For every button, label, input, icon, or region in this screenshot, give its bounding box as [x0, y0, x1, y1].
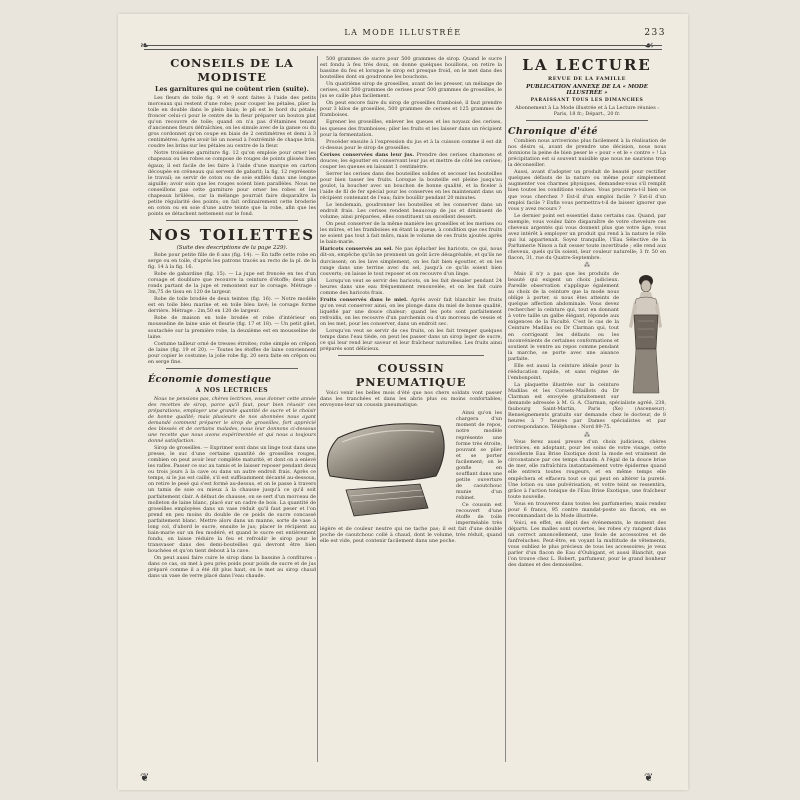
- asterism-icon: ⁂: [584, 432, 590, 440]
- page-header: [118, 28, 688, 40]
- publication-title: LA MODE ILLUSTRÉE: [344, 28, 462, 37]
- paragraph: Serrer les cerises dans des bouteilles solides et secouer les bouteilles pour bien tasser les fruits. Lorsque la bouteille est pleine jusqu'au goulot, la boucher avec un bouchon de bonne qualité, et la ficeler à l'aide de fil de fer spécial pour les conserves en les maintenant dans un récipient contenant de l'eau; faire bouillir pendant 20 minutes.: [320, 170, 502, 202]
- paragraph: Aussi, avant d'adopter un produit de beauté pour rectifier quelques défauts de la nature ou même pour simplement augmenter vos charmes physiques, demandez-vous s'il remplit bien toutes les conditions voulues. Vous procurera-t-il bien ce que vous cherchez ? Est-il d'un emploi facile ? Est-il d'un emploi facile ? Enfin vous permettra-t-il de laisser ignorer que vous y avez recours ?: [508, 169, 666, 212]
- paragraph: Ainsi qu'on les chargera d'un moment de repos, notre modèle représente une forme très étroite, pouvant se plier et se porter facilement; on le gonfle en soufflant dans une petite ouverture de caoutchouc munie d'un robinet.: [456, 410, 502, 501]
- cushion-figure: [320, 410, 502, 544]
- paragraph: [320, 152, 502, 170]
- section-title-lecture: LA LECTURE: [522, 56, 652, 74]
- column-right: [508, 56, 666, 766]
- paragraph: Robe de maison en toile brodée et robe d'intérieur en mousseline de laine unie et fleurie (fig. 17 et 18). — Un petit gilet, soutachée sur la première robe, la deuxième est en mousseline de laine.: [148, 315, 316, 340]
- section-title-chronique: Chronique d'été: [508, 126, 598, 138]
- recipe-title: Cerises conservées dans leur jus.: [320, 151, 415, 158]
- paragraph: Nous ne pensions pas, chères lectrices, vous donner cette année des recettes de sirop, parce qu'il faut, pour bien réussir ces préparations, employer une grande quantité de sucre et le choisir de bonne qualité; mais plusieurs de nos abonnées nous ayant demandé comment préparer le sirop de groseilles, fort apprécié des blessés et de certains malades, nous leur donnons ci-dessous une recette que nous avons expérimentée et qui nous a toujours donné satisfaction.: [148, 395, 316, 445]
- paragraph: Robe pour petite fille de 6 ans (fig. 14). — En taffe cette robe en serge ou en toile, d'après les patrons tracés au recto de la pl. de la fig. 14 à la fig. 16.: [148, 251, 316, 271]
- corset-figure: [508, 271, 666, 430]
- paragraph: Vous ferez aussi preuve d'un choix judicieux, chères lectrices, en adoptant, pour les soins de votre visage, cette excellente Eau Brise Exotique dont la mode est vraiment de circonstance par ces temps chauds. A l'égal de la douce brise de mer, elle rafraîchira instantanément votre épiderme quand elle entrera toutes rougeurs, et en même temps elle empêchera et effacera tout ce qui peut en altérer la pureté. Une lotion ou une pulvérisation, et votre teint se ressentira, grâce à l'action tonique de l'Eau Brise Exotique, une fraîcheur toute nouvelle.: [508, 439, 666, 500]
- column-left: [148, 56, 316, 766]
- lecture-frequency: PARAISSANT TOUS LES DIMANCHES: [530, 98, 644, 103]
- section-subtitle: (Suite des descriptions de la page 229).: [176, 244, 288, 251]
- recipe-text: Après avoir fait blanchir les fruits qu'on veut conserver ainsi, on les plonge dans du miel de bonne qualité, liquéfié par une douce chaleur; quand les pots sont parfaitement refroidis, on les recouvre d'un parchemin ou d'un morceau de vessie et on les met, pour les conserver, dans un endroit sec.: [320, 296, 502, 327]
- paragraph: Lorsqu'on veut se servir de ces fruits, on les fait tremper quelques temps dans l'eau tiède, on peut les passer dans un sirop leger de sucre, ce qui leur rend leur saveur et leur fraîcheur naturelles. Les fruits ainsi préparés sont délicieux.: [320, 328, 502, 353]
- paragraph: Combien nous arriverions plus facilement à la réalisation de nos désirs si, avant de prendre une décision, nous nous donnions la peine de bien peser le « pour » et le « contre » ! La précipitation est si souvent nuisible que nous ne saurions trop la déconseiller.: [508, 138, 666, 169]
- asterism-icon: ⁂: [584, 262, 590, 270]
- paragraph: Voici, en effet, en dépit des événements, le moment des départs. Les malles sont ouvertes, les robes s'y rangent dans un correct amoncellement, une foule de accessoires et de fanfreluches. Peut-être, en voyant la multitude de vêtements, vous oubliez le plus précieux de tous les accessoires; je veux parler d'un flacon de Eau d'Oubigant, et aussi Blanchit, que l'on trouve chez L. Robert, parfumeur, pour le grand bonheur des dames et des demoiselles.: [508, 519, 666, 569]
- recipe-text: Prendre des cerises chamones et douces; les égoutter en conservant leur jus et mettre de côté les cerises; couper les queues en laissant 1 centimètre.: [320, 151, 502, 170]
- paragraph: [320, 246, 502, 276]
- paragraph: [320, 297, 502, 327]
- paragraph: Vous en trouverez dans toutes les parfumeries; mais rendez pour 6 francs, 95 contre mandat-poste au flacon, en se recommandant de la Mode illustrée.: [508, 500, 666, 519]
- recipe-text: Ne pas éplucher les haricots, ce qui, nous dit-on, empêche qu'ils ne prennent un goût âcre désagréable, et qu'ils ne durcissent; on les lave simplement, on les fait bien égoutter, et on les range dans une terrine avec du sel, jusqu'à ce qu'ils soient bien couverts; on laisse le tout reposer et on recouvre d'un linge.: [320, 246, 502, 277]
- section-rule: [526, 120, 648, 123]
- section-title-toilettes: NOS TOILETTES: [148, 225, 316, 244]
- page-number: 233: [644, 28, 666, 38]
- article-economie-intro: [148, 396, 316, 444]
- column-middle: [320, 56, 502, 766]
- paragraph: Costume tailleur orné de tresses étroites; robe simple en crêpon de laine (fig. 19 et 20). — Toutes les étoffes de laine conviennent pour copier le costume; la jolie robe fig. 20 sera faite en crêpon ou en serge fine.: [148, 340, 316, 365]
- paragraph: 500 grammes de sucre pour 500 grammes de sirop. Quand le sucre est fondu à feu très doux, on donne quelques bouillons, on retire la bassine du feu et lorsque le sirop est presque froid, on le met dans des bouteilles dont on goudronne les bouchons.: [320, 56, 502, 81]
- paragraph: Sirop de groseilles. — Exprimer sont dans un linge tout dans une presse, le suc d'une certaine quantité de groseilles rouges, combien on peut avoir leur complète maturité, et dont on a enlevé les rafles. Passer ce suc au tamis et le laisser reposer pendant deux ou trois jours à la cave ou dans un autre endroit frais. Après ce temps, si le jus est caillé, s'il est suffisamment décanté au-dessous, on retire le pesé qui s'est formé au-dessus, et on le passe à travers un tamis de soie ou mieux à la chausse jusqu'à ce qu'il soit parfaitement clair. A défaut de chausse, on se sert d'un morceau de molleton de laine blanc, placé sur un cadre de bois. La quantité de groseilles employées dans un vase réduit qu'il faut peser et l'on prend en peu moins du double de ce poids de sucre concassé parfaitement blanc. Mettre alors dans un manne, sorte de vase à long col, d'abord le sucre, ensuite le jus; placer le récipient au bain-marie sur un feu modéré, et quand le sucre est entièrement fondu, on laisse réduire la feu et refroidir le sirop pour le transvaser dans des demi-bouteilles qui devront être bien bouchées et qu'on tient debout à la cave.: [148, 445, 316, 554]
- section-title-economie: Économie domestique: [148, 373, 272, 385]
- article-coussin-intro: [320, 390, 502, 408]
- paragraph: On peut conserver de la même manière les groseilles et les merises ou les mûres, et les framboises en étant la queue, à condition que ces fruits ne soient pas tout à fait mûrs, mais le volume de ces fruits ajoutés après le bain-marie.: [320, 221, 502, 246]
- column-divider: [317, 56, 318, 762]
- paragraph: Les fleurs de toile fig. 9 et 9 sont faites à l'aide des petits morceaux qui restent d'une robe; pour couper les pétales, plier la toile en double dans le plein biais; le pli est le bord du pétale; froncer celui-ci pour le centre de la fleur préparer un bouton plat qu'on recouvre de toile; quand on n'a pas d'étamines tenant d'anciennes fleurs défraîchies, on les simule avec de la ganse ou du gros cordonnet qu'on coupe en biais de 2 centimètres et demi à 3 centimètres. Après avoir lié un noeud à l'extrémité de chaque brin, coudre les brins sur les pétales au centre de la fleur.: [148, 95, 316, 150]
- section-rule: [166, 220, 298, 223]
- article-economie: [148, 445, 316, 579]
- paragraph: Elle est aussi la ceinture idéale pour la rééducation rapide, et sans régime de l'embonpoint.: [508, 362, 619, 381]
- paragraph: Robe de toile brodée de deux teintes (fig. 16). — Notre modèle est en toile bleu marine et en toile bleu lavé; le corsage forme derrière. Métrage : 2m,50 en 120 de largeur.: [148, 296, 316, 315]
- article-modiste: [148, 95, 316, 217]
- paragraph: Procéder ensuite à l'expression du jus et à la cuisson comme il est dit ci-dessus pour le sirop de groseilles.: [320, 138, 502, 151]
- section-subtitle: Les garnitures qui ne coûtent rien (suite).: [155, 85, 309, 93]
- column-divider: [505, 56, 506, 762]
- paragraph: Voici venir les belles mois d'été que nos chers soldats vont passer dans les tranchées et dans les abris plus ou moins confortables; envoyons-leur un coussin pneumatique.: [320, 390, 502, 409]
- left-ornament-icon: ❧: [140, 39, 150, 52]
- paragraph: On peut encore faire du sirop de groseilles framboisé, il faut prendre pour 3 kilos de groseilles, 500 grammes de cerises et 125 grammes de framboises.: [320, 100, 502, 119]
- paragraph: Notre troisième garniture fig. 12 qu'on emploie pour orner les chapeaux ou les robes se compose de rouges de points glissés bien égaux; il est facile de les faire à l'aide d'une marque en carton découpée en créneaux qui servent de gabarit; la fig. 12 représente le travail; se servir de coton ou de soie enfilés dans une longue aiguille; avoir soin que les rouges soient bien parallèles. Nous ne conseillons pas cette garniture pour orner les robes et les chapeaux brûlées, car la mélange pourrait faire disparaître la petite régularité des points; on fait ordinairement cette broderie en coton ou en soie d'une autre teinte que la robe, afin que les points se détachent nettement sur le fond.: [148, 150, 316, 217]
- recipe-title: Fruits conservés dans le miel.: [320, 296, 408, 303]
- article-sirop-suite: [320, 56, 502, 352]
- paragraph: Mais il n'y a pas que les produits de beauté qui exigent un choix judicieux. Pareille observation s'applique également au choix de la ceinture que la mode nous oblige à porter, si nous êtes atteints de quelque affection abdominale. Vous devez rechercher la ceinture qui, tout en donnant à votre taille un galbe élégant, réponde aux exigences de la Faculté. C'est le cas de la Ceinture Madilas ou Dr Clarman qui, tout en corrigeant les défauts ou les inconvénients de certaines conformations et soutient le ventre au repos comme pendant la marche, se porte avec une aisance parfaite.: [508, 271, 619, 362]
- paragraph: On peut aussi faire cuire le sirop dans la bassine à confitures : dans ce cas, on met à peu près poids pour poids de sucre et de jus préparé comme il a été dit plus haut, on le met au sirop chaud dans un vase de verre placé dans l'eau chaude.: [148, 555, 316, 580]
- bottom-left-ornament-icon: ❦: [140, 771, 150, 784]
- paragraph: La plaquette illustrée sur la ceinture Madilas et les Corsets-Maillots du Dr Clarman est envoyée gratuitement sur demande adressée à M. G. A. Clarman, spécialiste agréé, 238, faubourg Saint-Martin, Paris (Xe) (Ascenseur). Renseignements gratuits sur demande chez le docteur, de 8 heures à 7 heures par Dames spécialistes et par correspondance. Téléphone : Nord 89-75.: [508, 381, 666, 431]
- section-rule: [338, 355, 484, 358]
- article-chronique: [508, 138, 666, 261]
- newspaper-page: [118, 14, 688, 790]
- section-rule: [166, 368, 298, 371]
- section-title-coussin: COUSSIN PNEUMATIQUE: [355, 361, 467, 390]
- article-toilettes: [148, 252, 316, 365]
- lecture-subscription: Abonnement à La Mode illustrée et à La Lecture réunies : Paris, 18 fr.; Départ., 20 fr.: [515, 105, 659, 118]
- paragraph: Lorsqu'on veut se servir des haricots, on les fait dessaler pendant 24 heures dans une eau fréquemment renouvelée, et on les fait cuire comme des haricots frais.: [320, 277, 502, 296]
- paragraph: Ce coussin est recouvert d'une étoffe de toile imperméable très légère et de couleur neutre qui ne tache pas; il est fait d'une double poche de caoutchouc collé à chaud, dont le volume, très réduit, quand elle est vide, peut contenir facilement dans une poche.: [320, 502, 502, 545]
- lecture-tagline: REVUE DE LA FAMILLE: [547, 76, 627, 82]
- header-rule: [144, 45, 662, 50]
- paragraph: Le lendemain, goudronner les bouteilles et les conserver dans un endroit frais. Les cerises rendent beaucoup de jus et diminuent de volume; ainsi préparées, elles constituent un excellent dessert.: [320, 202, 502, 221]
- right-ornament-icon: ☙: [644, 39, 654, 52]
- paragraph: Robe de gabardine (fig. 15). — La jupe est froncée en tes d'un corsage et doublure que recouvre la ceinture d'étoffe; deux plis ronds partant de la jupe et remontent sur le corsage. Métrage : 3m,75 de tissu en 120 de largeur.: [148, 271, 316, 296]
- article-voyage: [508, 439, 666, 568]
- woman-portrait-illustration: [622, 271, 666, 395]
- paragraph: Un quatrième sirop de groseilles, avant de les presser, un mélange de cerises, soit 500 grammes de cerises pour 500 grammes de groseilles, le jus se caille plus facilement.: [320, 81, 502, 100]
- bottom-right-ornament-icon: ❦: [644, 771, 654, 784]
- paragraph: Le dernier point est essentiel dans certains cas. Quand, par exemple, vous voulez faire disparaître de votre chevelure ces cheveux argentés qui vous donnent plus que votre âge, vous avez intérêt à employer un produit qui rend à la nature le rôle qui lui appartenait. Soyez tranquille, l'Eau Sélective de la Parfumerie Ninon a fait cesser toute incertitude ; elle rend aux cheveux, quels qu'ils soient, leur couleur naturelle; 3 fr. 50 en flacon, 31, rue du Quatre-Septembre.: [508, 212, 666, 261]
- paragraph: Egrener les groseilles, enlever les queues et les noyaux des cerises, les queues des framboises; piler les fruits et les laisser dans un récipient pour la fermentation.: [320, 119, 502, 138]
- cushion-illustration: [320, 410, 452, 520]
- section-title-modiste: CONSEILS DE LA MODISTE: [170, 56, 294, 84]
- recipe-title: Haricots conservés au sel.: [320, 246, 393, 253]
- section-subtitle: A NOS LECTRICES: [195, 386, 269, 394]
- lecture-publication: PUBLICATION ANNEXE DE LA « MODE ILLUSTRÉE »: [526, 84, 648, 96]
